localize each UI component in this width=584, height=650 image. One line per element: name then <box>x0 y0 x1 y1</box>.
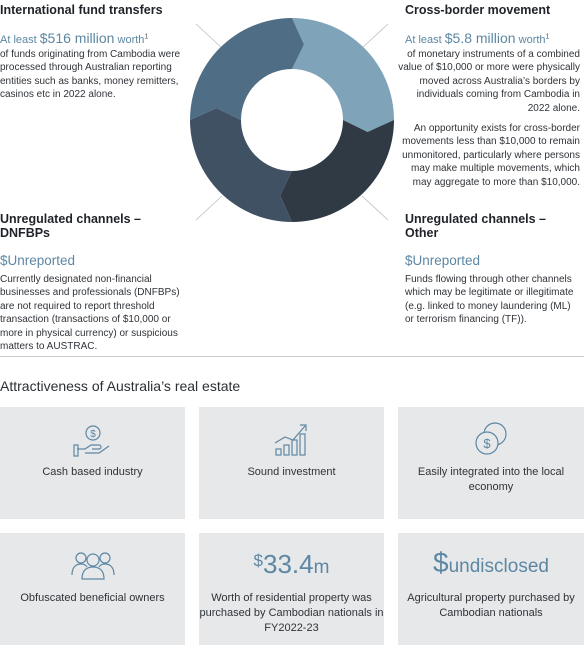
people-group-icon <box>69 547 117 581</box>
dnfbps-block <box>0 212 190 353</box>
leader-line-bottom-right <box>362 196 388 220</box>
card-sound-investment-label: Sound investment <box>247 466 336 478</box>
cross-border-footnote: 1 <box>545 33 550 41</box>
card-obfuscated-label: Obfuscated beneficial owners <box>20 592 165 604</box>
svg-text:$: $ <box>89 429 96 440</box>
growth-chart-icon <box>272 419 312 459</box>
other-value: $Unreported <box>405 253 481 268</box>
leader-line-bottom-left <box>196 196 222 220</box>
other-channels-block <box>392 212 582 327</box>
svg-text:$: $ <box>483 436 491 451</box>
international-footnote: 1 <box>144 33 149 41</box>
dnfbps-value: $Unreported <box>0 253 76 268</box>
coins-icon <box>471 419 511 459</box>
cross-border-body-1: of monetary instruments of a combined value of $10,000 or more were physically moved across Australia’s borders by individuals coming from Cambodia in 2022 alone. <box>398 49 580 114</box>
card-agricultural-property-stat <box>398 533 584 645</box>
cross-border-amount: $5.8 million <box>444 30 516 46</box>
cross-border-body-2: An opportunity exists for cross-border movements less than $10,000 to remain unmonitored, particularly where persons may make multiple movements, which may aggregate to more than $10,000. <box>402 123 580 188</box>
leader-line-top-left <box>196 24 222 48</box>
card-cash-based-industry <box>0 407 185 519</box>
card-easily-integrated <box>398 407 584 519</box>
cross-border-title: Cross-border movement <box>405 3 551 17</box>
other-title: Unregulated channels – Other <box>405 212 547 240</box>
section-title: Attractiveness of Australia’s real estate <box>0 378 241 394</box>
cash-hand-icon <box>73 423 113 459</box>
card-sound-investment <box>199 407 384 519</box>
international-fund-transfers-block <box>0 3 190 102</box>
card-easily-integrated-label: Easily integrated into the local economy <box>417 466 565 493</box>
card-cash-based-label: Cash based industry <box>42 466 143 478</box>
dnfbps-title: Unregulated channels – DNFBPs <box>0 212 142 240</box>
international-lead: At least $516 million worth$^1$ <box>0 30 149 46</box>
card-obfuscated-owners <box>0 533 185 645</box>
cross-border-lead: At least $5.8 million worth$^1$ <box>405 30 550 46</box>
donut-center <box>242 70 343 171</box>
residential-stat-label: Worth of residential property was purchased by Cambodian nationals in FY2022-23 <box>199 592 384 634</box>
cross-border-movement-block <box>392 3 580 189</box>
residential-stat-value: $33.4m <box>253 549 330 579</box>
international-title: International fund transfers <box>0 3 163 17</box>
dnfbps-body: Currently designated non-financial businesses and professionals (DNFBPs) are not required to report threshold transaction (transactions of $10,000 or more in physical currency) or suspicious matters to AUSTRAC. <box>0 274 180 353</box>
card-residential-property-stat <box>199 533 384 645</box>
agricultural-stat-label: Agricultural property purchased by Cambodian nationals <box>407 592 575 619</box>
agricultural-stat-value: $undisclosed <box>433 547 549 578</box>
international-amount: $516 million <box>39 30 115 46</box>
leader-line-top-right <box>362 24 388 48</box>
section-divider <box>0 356 584 357</box>
international-body: of funds originating from Cambodia were processed through Australian reporting entities such as banks, money remitters, casinos etc in 2022 alone. <box>0 49 181 101</box>
other-body: Funds flowing through other channels which may be legitimate or illegitimate (e.g. linked to money laundering (ML) or terrorism financing (TF)). <box>405 274 574 326</box>
